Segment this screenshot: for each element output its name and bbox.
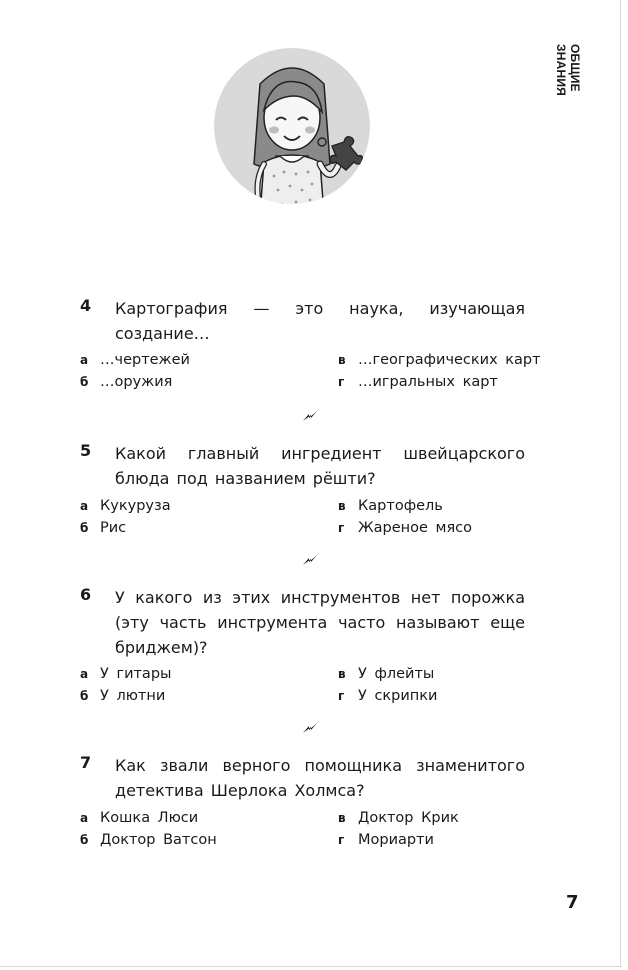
option-g[interactable]: г У скрипки xyxy=(338,688,438,704)
question-number: 7 xyxy=(80,753,92,772)
page-number: 7 xyxy=(566,892,579,913)
question-text: Какой главный ингредиент швейцарского блюда под названием рёшти? xyxy=(115,444,525,488)
option-b[interactable]: б Доктор Ватсон xyxy=(80,832,217,848)
lightning-separator-icon xyxy=(300,553,320,567)
question-7 xyxy=(80,753,530,858)
option-v[interactable]: в У флейты xyxy=(338,666,435,682)
option-g[interactable]: г Жареное мясо xyxy=(338,520,473,536)
option-v[interactable]: в Картофель xyxy=(338,498,443,514)
question-text: У какого из этих инструментов нет порожка (эту часть инструмента часто называют еще бриджем)? xyxy=(115,588,525,657)
option-g[interactable]: г …игральных карт xyxy=(338,374,498,390)
question-number: 6 xyxy=(80,585,92,604)
girl-with-puzzle-illustration xyxy=(212,44,372,244)
lightning-separator-icon xyxy=(300,409,320,423)
option-a[interactable]: а Кошка Люси xyxy=(80,810,199,826)
lightning-separator-icon xyxy=(300,721,320,735)
section-title: ОБЩИЕ ЗНАНИЯ xyxy=(554,44,582,96)
option-b[interactable]: б …оружия xyxy=(80,374,173,390)
option-b[interactable]: б Рис xyxy=(80,520,127,536)
question-text: Как звали верного помощника знаменитого детектива Шерлока Холмса? xyxy=(115,756,525,800)
question-6 xyxy=(80,585,530,715)
option-b[interactable]: б У лютни xyxy=(80,688,166,704)
option-v[interactable]: в …географических карт xyxy=(338,352,541,368)
page-edge-right xyxy=(620,0,621,966)
question-5 xyxy=(80,441,530,546)
option-a[interactable]: а У гитары xyxy=(80,666,172,682)
option-a[interactable]: а …чертежей xyxy=(80,352,190,368)
option-g[interactable]: г Мориарти xyxy=(338,832,434,848)
option-a[interactable]: а Кукуруза xyxy=(80,498,171,514)
page-edge-bottom xyxy=(0,966,622,967)
question-text: Картография — это наука, изучающая создание… xyxy=(115,299,525,343)
question-4 xyxy=(80,296,541,401)
question-number: 5 xyxy=(80,441,92,460)
option-v[interactable]: в Доктор Крик xyxy=(338,810,459,826)
question-number: 4 xyxy=(80,296,92,315)
